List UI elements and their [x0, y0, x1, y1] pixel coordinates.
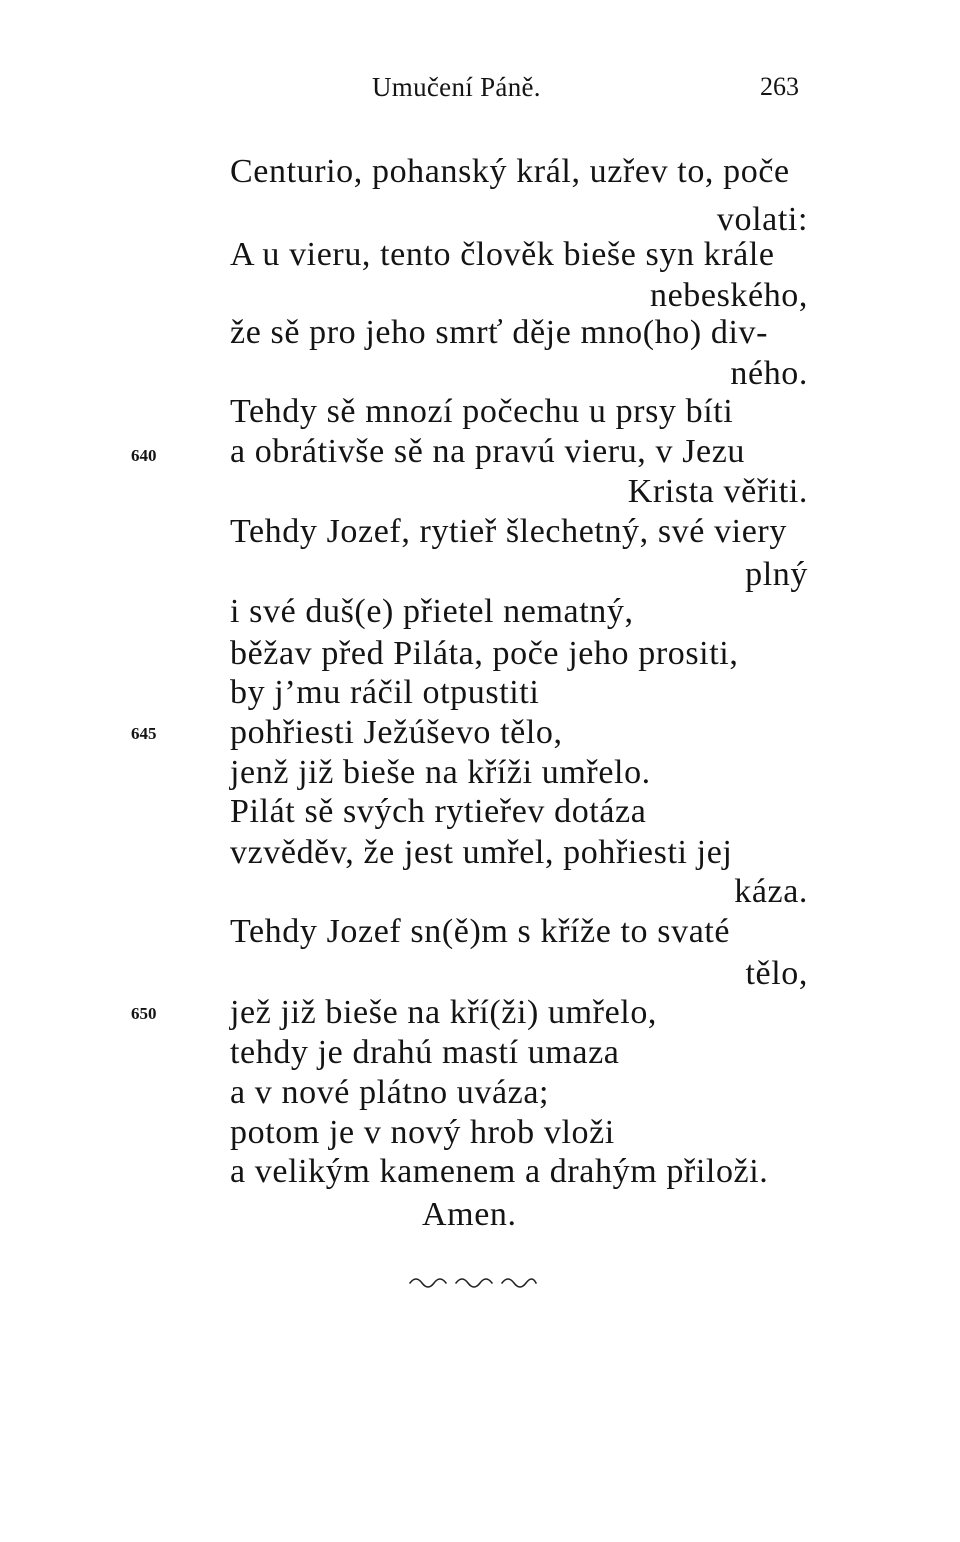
- poem-line: jež již bieše na kří(ži) umřelo,: [230, 994, 658, 1031]
- poem-line-continuation: volati:: [716, 201, 808, 238]
- poem-line-continuation: káza.: [734, 873, 808, 910]
- poem-line: by j’mu ráčil otpustiti: [230, 674, 540, 711]
- poem-line: vzvěděv, že jest umřel, pohřiesti jej: [230, 834, 733, 871]
- poem-line-continuation: nebeského,: [649, 277, 808, 314]
- poem-line: a obrátivše sě na pravú vieru, v Jezu: [230, 433, 746, 470]
- poem-line: pohřiesti Ježúševo tělo,: [230, 714, 563, 751]
- verse-number: 650: [131, 1004, 157, 1023]
- poem-line: tehdy je drahú mastí umaza: [230, 1034, 620, 1071]
- poem-line-continuation: plný: [745, 556, 808, 593]
- poem-line: a v nové plátno uváza;: [230, 1074, 550, 1111]
- verse-number: 640: [131, 446, 157, 465]
- poem-line: i své duš(e) přietel nematný,: [230, 593, 634, 630]
- wave-ornament: [408, 1268, 538, 1294]
- poem-line: Tehdy Jozef, rytieř šlechetný, své viery: [230, 513, 787, 550]
- poem-closing-amen: Amen.: [422, 1196, 517, 1233]
- poem-line: že sě pro jeho smrť děje mno(ho) div-: [230, 314, 769, 351]
- poem-line-continuation: ného.: [730, 355, 808, 392]
- poem-line: potom je v nový hrob vloži: [230, 1114, 615, 1151]
- poem-line: jenž již bieše na kříži umřelo.: [230, 754, 651, 791]
- poem-line: Tehdy sě mnozí počechu u prsy bíti: [230, 393, 734, 430]
- poem-line: A u vieru, tento člověk bieše syn krále: [230, 236, 775, 273]
- poem-line-continuation: tělo,: [745, 955, 808, 992]
- running-head: Umučení Páně.: [372, 72, 541, 102]
- poem-line: a velikým kamenem a drahým přiloži.: [230, 1153, 769, 1190]
- poem-line: Pilát sě svých rytieřev dotáza: [230, 793, 647, 830]
- poem-line: Centurio, pohanský král, uzřev to, poče: [230, 153, 790, 190]
- page-number: 263: [760, 72, 799, 101]
- poem-line: běžav před Piláta, poče jeho prositi,: [230, 635, 739, 672]
- poem-line-continuation: Krista věřiti.: [627, 473, 808, 510]
- verse-number: 645: [131, 724, 157, 743]
- poem-line: Tehdy Jozef sn(ě)m s kříže to svaté: [230, 913, 731, 950]
